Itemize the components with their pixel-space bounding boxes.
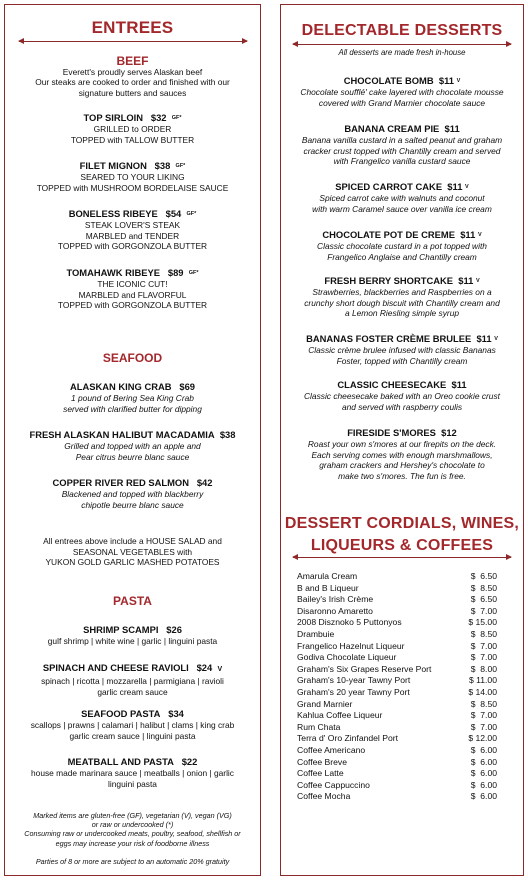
cordial-name: Coffee Americano (297, 744, 366, 755)
cordial-price: $ 6.00 (470, 779, 497, 790)
item-desc: GRILLED to ORDER (93, 124, 172, 134)
cordial-row (297, 757, 497, 769)
footnote-line: Marked items are gluten-free (GF), vegetarian (V), vegan (VG) (33, 811, 232, 820)
cordial-price: $ 8.50 (470, 698, 497, 709)
item-price: $69 (179, 381, 196, 392)
item-name: COPPER RIVER RED SALMON (52, 477, 189, 488)
item-desc: TOPPED with GORGONZOLA BUTTER (57, 300, 208, 311)
cordials-title-line: LIQUEURS & COFFEES (310, 537, 494, 554)
item-price: $22 (181, 756, 198, 767)
footnote-line: Consuming raw or undercooked meats, poultry, seafood, shellfish or (24, 829, 241, 839)
cordial-name: Bailey's Irish Crème (297, 594, 374, 605)
cordial-row (297, 571, 497, 583)
item-price: $54 (165, 208, 182, 219)
item-desc: graham crackers and Hershey's chocolate to (319, 460, 485, 471)
cordial-name: B and B Liqueur (297, 582, 359, 593)
cordial-name: Coffee Latte (297, 768, 344, 779)
menu-item-boneless-ribeye (5, 208, 260, 252)
item-desc: SEARED TO YOUR LIKING (80, 172, 185, 182)
cordial-row (297, 664, 497, 676)
item-desc: Roast your own s'mores at our firepits on the deck. (307, 439, 497, 449)
cordial-name: Disaronno Amaretto (297, 605, 373, 616)
item-diet-tag: V (477, 232, 482, 238)
item-desc: Foster, topped with Chantilly cream (336, 355, 468, 366)
item-desc: cracker crust topped with Chantilly cream and served (303, 145, 501, 156)
item-price: $11 (438, 75, 454, 86)
seafood-heading: SEAFOOD (102, 351, 163, 365)
item-price: $11 (458, 275, 474, 286)
beef-section (5, 56, 260, 98)
item-name: FILET MIGNON (79, 160, 147, 171)
item-price: $11 (460, 229, 476, 240)
cordial-name: Graham's 10-year Tawny Port (297, 675, 411, 686)
cordial-price: $ 6.00 (470, 768, 497, 779)
item-desc: Classic crème brulee infused with classic Bananas (308, 345, 496, 355)
cordial-row (297, 629, 497, 641)
item-desc: TOPPED with GORGONZOLA BUTTER (57, 241, 208, 252)
item-name: SHRIMP SCAMPI (83, 624, 159, 635)
cordial-price: $ 6.00 (470, 756, 497, 767)
dietary-footnote (13, 811, 252, 848)
item-desc: TOPPED with TALLOW BUTTER (70, 134, 195, 145)
item-price: $11 (444, 123, 460, 134)
entrees-panel (4, 4, 261, 876)
item-desc: Spiced carrot cake with walnuts and coconut (319, 193, 485, 203)
cordial-name: Coffee Cappuccino (297, 779, 370, 790)
item-desc: scallops | prawns | calamari | halibut | clams | king crab (30, 720, 235, 730)
cordial-price: $ 6.50 (470, 571, 497, 581)
cordial-price: $ 15.00 (468, 617, 497, 628)
cordial-price: $ 7.00 (470, 710, 497, 721)
item-name: FRESH BERRY SHORTCAKE (324, 275, 454, 286)
cordial-name: Coffee Mocha (297, 791, 351, 802)
cordial-row (297, 675, 497, 687)
item-desc: gulf shrimp | white wine | garlic | linguini pasta (47, 636, 218, 646)
item-desc: Frangelico Anglaise and Chantilly cream (327, 251, 477, 262)
cordial-price: $ 6.00 (470, 744, 497, 755)
item-desc: a Lemon Riesling simple syrup (344, 308, 460, 319)
dessert-berry-shortcake (285, 275, 519, 319)
item-diet-tag: V (217, 666, 223, 673)
cordial-name: Godiva Chocolate Liqueur (297, 652, 397, 663)
cordial-row (297, 652, 497, 664)
entrees-title: ENTREES (91, 18, 174, 37)
cordial-row (297, 733, 497, 745)
item-desc: MARBLED and FLAVORFUL (78, 289, 187, 300)
beef-intro-line: Our steaks are cooked to order and finished with our (35, 77, 230, 88)
item-desc: TOPPED with MUSHROOM BORDELAISE SAUCE (36, 182, 229, 193)
note-line: YUKON GOLD GARLIC MASHED POTATOES (45, 557, 220, 568)
item-diet-tag: GF* (188, 270, 199, 276)
cordial-row (297, 687, 497, 699)
item-price: $34 (168, 708, 184, 719)
item-price: $11 (447, 181, 463, 192)
item-desc: Classic chocolate custard in a pot topped with (317, 241, 487, 251)
item-price: $38 (154, 160, 171, 171)
cordial-price: $ 7.00 (470, 640, 497, 651)
cordial-price: $ 7.00 (470, 605, 497, 616)
item-desc: spinach | ricotta | mozzarella | parmigiana | ravioli (41, 676, 224, 686)
note-line: SEASONAL VEGETABLES with (72, 546, 193, 557)
cordial-name: Coffee Breve (297, 756, 348, 767)
item-diet-tag: V (465, 184, 469, 190)
item-name: SEAFOOD PASTA (81, 708, 161, 719)
desserts-title: DELECTABLE DESSERTS (301, 22, 503, 39)
item-diet-tag: V (456, 78, 461, 84)
menu-item-alaskan-king-crab (5, 381, 260, 414)
cordial-row (297, 641, 497, 653)
footnote-line: eggs may increase your risk of foodborne illness (55, 838, 210, 848)
cordial-price: $ 7.00 (470, 721, 497, 732)
item-name: ALASKAN KING CRAB (69, 381, 172, 392)
cordial-row (297, 617, 497, 629)
menu-item-tomahawk-ribeye (5, 267, 260, 311)
item-desc: THE ICONIC CUT! (97, 279, 168, 289)
beef-intro-line: signature butters and sauces (78, 87, 187, 98)
item-desc: Banana vanilla custard in a salted peanut and graham (301, 135, 503, 145)
cordial-price: $ 14.00 (468, 686, 497, 697)
item-diet-tag: V (475, 278, 480, 284)
cordial-price: $ 12.00 (468, 733, 497, 744)
cordial-price: $ 11.00 (468, 675, 497, 686)
cordial-name: 2008 Disznoko 5 Puttonyos (297, 617, 402, 628)
item-name: BONELESS RIBEYE (68, 208, 158, 219)
dessert-cheesecake (285, 379, 519, 412)
item-desc: Grilled and topped with an apple and (64, 441, 201, 451)
item-diet-tag: GF* (175, 163, 186, 169)
item-price: $89 (167, 267, 184, 278)
dessert-banana-cream-pie (285, 123, 519, 167)
menu-item-filet-mignon (5, 160, 260, 193)
entree-sides-note (5, 536, 260, 568)
item-price: $26 (166, 624, 182, 635)
cordial-row (297, 606, 497, 618)
item-desc: Classic cheesecake baked with an Oreo cookie crust (304, 391, 500, 401)
item-name: TOMAHAWK RIBEYE (66, 267, 161, 278)
item-price: $11 (451, 379, 467, 390)
item-desc: crunchy short dough biscuit with Chantilly cream and (304, 297, 500, 308)
item-desc: with Frangelico vanilla custard sauce (333, 156, 471, 167)
item-name: CHOCOLATE BOMB (343, 75, 434, 86)
cordial-name: Graham's 20 year Tawny Port (297, 686, 410, 697)
item-name: SPICED CARROT CAKE (335, 181, 443, 192)
cordials-title-line: DESSERT CORDIALS, WINES, (284, 515, 520, 532)
cordial-row (297, 780, 497, 792)
cordial-row (297, 791, 497, 803)
item-price: $32 (150, 112, 167, 123)
cordials-price-list (297, 571, 497, 803)
desserts-title-rule (293, 44, 511, 45)
item-price: $11 (476, 333, 492, 344)
cordial-row (297, 745, 497, 757)
cordial-name: Drambuie (297, 628, 335, 639)
beef-heading: BEEF (116, 54, 149, 68)
item-price: $12 (441, 427, 457, 438)
item-desc: and served with raspberry coulis (341, 401, 463, 412)
cordial-row (297, 594, 497, 606)
item-price: $42 (196, 477, 213, 488)
menu-item-top-sirloin (5, 112, 260, 145)
item-name: FIRESIDE S'MORES (347, 427, 436, 438)
cordial-name: Kahlua Coffee Liqueur (297, 710, 383, 721)
menu-item-copper-river-salmon (5, 477, 260, 510)
item-name: CHOCOLATE POT DE CREME (322, 229, 455, 240)
cordial-price: $ 8.00 (470, 663, 497, 674)
dessert-chocolate-bomb (285, 75, 519, 108)
cordial-row (297, 583, 497, 595)
item-name: CLASSIC CHEESECAKE (337, 379, 447, 390)
cordial-name: Graham's Six Grapes Reserve Port (297, 663, 432, 674)
dessert-pot-de-creme (285, 229, 519, 262)
cordials-title-rule (293, 557, 511, 558)
menu-item-halibut-macadamia (5, 429, 260, 462)
beef-intro-line: Everett's proudly serves Alaskan beef (62, 66, 203, 77)
item-desc: Pear citrus beurre blanc sauce (75, 451, 190, 462)
item-desc: with warm Caramel sauce over vanilla ice cream (312, 203, 492, 214)
desserts-subtitle: All desserts are made fresh in-house (338, 48, 466, 57)
footnote-line: or raw or undercooked (*) (91, 820, 174, 830)
item-desc: garlic cream sauce (97, 686, 168, 697)
item-desc: garlic cream sauce | linguini pasta (69, 730, 196, 741)
menu-item-seafood-pasta (5, 708, 260, 741)
cordial-price: $ 6.50 (470, 594, 497, 605)
item-price: $24 (196, 662, 213, 673)
cordial-price: $ 8.50 (470, 582, 497, 593)
desserts-panel (280, 4, 524, 876)
cordial-price: $ 7.00 (470, 652, 497, 663)
dessert-spiced-carrot-cake (285, 181, 519, 214)
item-desc: Blackened and topped with blackberry (61, 489, 204, 499)
item-desc: MARBLED and TENDER (85, 230, 180, 241)
item-desc: house made marinara sauce | meatballs | onion | garlic (31, 768, 234, 778)
cordial-price: $ 8.50 (470, 628, 497, 639)
cordial-row (297, 722, 497, 734)
item-desc: covered with Grand Marnier chocolate sauce (318, 97, 486, 108)
cordial-name: Amarula Cream (297, 571, 358, 581)
cordial-row (297, 699, 497, 711)
item-desc: chipotle beurre blanc sauce (81, 499, 184, 510)
item-desc: Each serving comes with enough marshmallows, (311, 449, 493, 460)
menu-item-spinach-ravioli (5, 662, 260, 697)
dessert-smores (285, 427, 519, 481)
item-name: MEATBALL AND PASTA (67, 756, 174, 767)
item-desc: Chocolate soufflé' cake layered with chocolate mousse (300, 87, 504, 97)
item-diet-tag: GF* (171, 115, 182, 121)
item-name: TOP SIRLOIN (83, 112, 144, 123)
entrees-title-rule (19, 41, 247, 42)
pasta-heading: PASTA (113, 594, 152, 608)
menu-item-shrimp-scampi (5, 624, 260, 647)
item-diet-tag: V (494, 336, 498, 342)
item-name: FRESH ALASKAN HALIBUT MACADAMIA (29, 429, 215, 440)
item-desc: STEAK LOVER'S STEAK (84, 220, 181, 230)
item-diet-tag: GF* (186, 211, 197, 217)
menu-item-meatball-pasta (5, 756, 260, 789)
cordial-row (297, 768, 497, 780)
item-desc: linguini pasta (108, 778, 157, 789)
note-line: All entrees above include a HOUSE SALAD and (43, 536, 222, 546)
item-desc: served with clarified butter for dipping (63, 403, 202, 414)
item-name: SPINACH AND CHEESE RAVIOLI (42, 662, 189, 673)
cordials-title (281, 513, 523, 557)
cordial-name: Terra d' Oro Zinfandel Port (297, 733, 398, 744)
item-desc: 1 pound of Bering Sea King Crab (71, 393, 194, 403)
item-price: $38 (219, 429, 236, 440)
dessert-bananas-foster (285, 333, 519, 366)
item-desc: make two s'mores. The fun is free. (338, 470, 466, 481)
cordial-name: Frangelico Hazelnut Liqueur (297, 640, 405, 651)
gratuity-note: Parties of 8 or more are subject to an automatic 20% gratuity (35, 857, 230, 866)
item-desc: Strawberries, blackberries and Raspberries on a (312, 287, 492, 297)
item-name: BANANA CREAM PIE (344, 123, 440, 134)
cordial-name: Grand Marnier (297, 698, 353, 709)
cordial-price: $ 6.00 (470, 791, 497, 802)
cordial-row (297, 710, 497, 722)
item-name: BANANAS FOSTER CRÈME BRULEE (306, 333, 472, 344)
cordial-name: Rum Chata (297, 721, 341, 732)
